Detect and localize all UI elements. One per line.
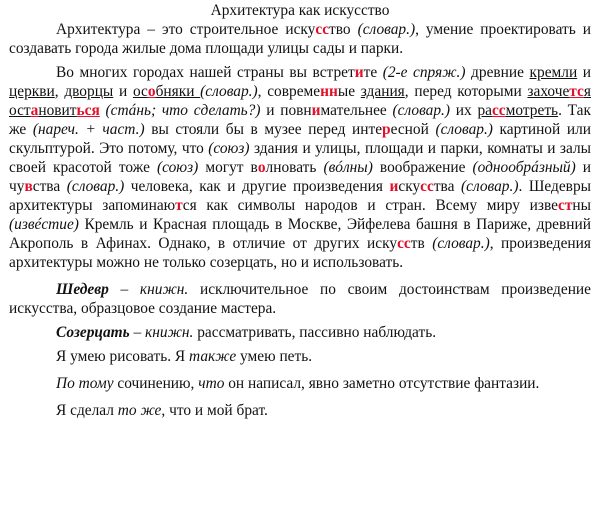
definition-term: Шедевр — [56, 281, 109, 298]
definition-term: Созерцать — [56, 324, 130, 341]
example-sentence-1: Я умею рисовать. Я также умею петь. — [56, 348, 313, 365]
definition-sozertsat: Созерцать – книжн. рассматривать, пассивно наблюдать. — [56, 324, 437, 341]
example-sentence-3: Я сделал то же, что и мой брат. — [56, 402, 268, 419]
example-sentence-2: По тому сочинению, что он написал, явно заметно отсутствие фантазии. — [56, 375, 540, 392]
paragraph-main: Во многих городах нашей страны вы встретите (2-е спряж.) древние кремли и церкви, дворцы и особняки (словар.), современные здания, перед которыми захочется остановиться (стáнь; что сделать?) и повнимательнее (словар.) их рассмотреть. Так же (нареч. + част.) вы стояли бы в музее перед интересной (словар.) картиной или скульптурой. Это потому, что (союз) здания и улицы, площади и парки, комнаты и залы своей красотой тоже (союз) могут волновать (вóлны) воображение (однообрáзный) и чувства (словар.) человека, как и другие произведения искусства (словар.). Шедевры архитектуры запоминаются как символы народов и стран. Всему миру известны (извéстие) Кремль и Красная площадь в Москве, Эйфелева башня в Париже, древний Акрополь в Афинах. Однако, в отличие от других искусств (словар.), произведения архитектуры можно не только созерцать, но и использовать. — [9, 64, 592, 271]
paragraph-intro: Архитектура – это строительное искусство (словар.), умение проектировать и создавать города жилые дома площади улицы сады и парки. — [9, 21, 591, 57]
page-title: Архитектура как искусство — [210, 2, 390, 19]
definition-shedevr: Шедевр – книжн. исключительное по своим достоинствам произведение искусства, образцовое создание мастера. — [9, 281, 591, 317]
